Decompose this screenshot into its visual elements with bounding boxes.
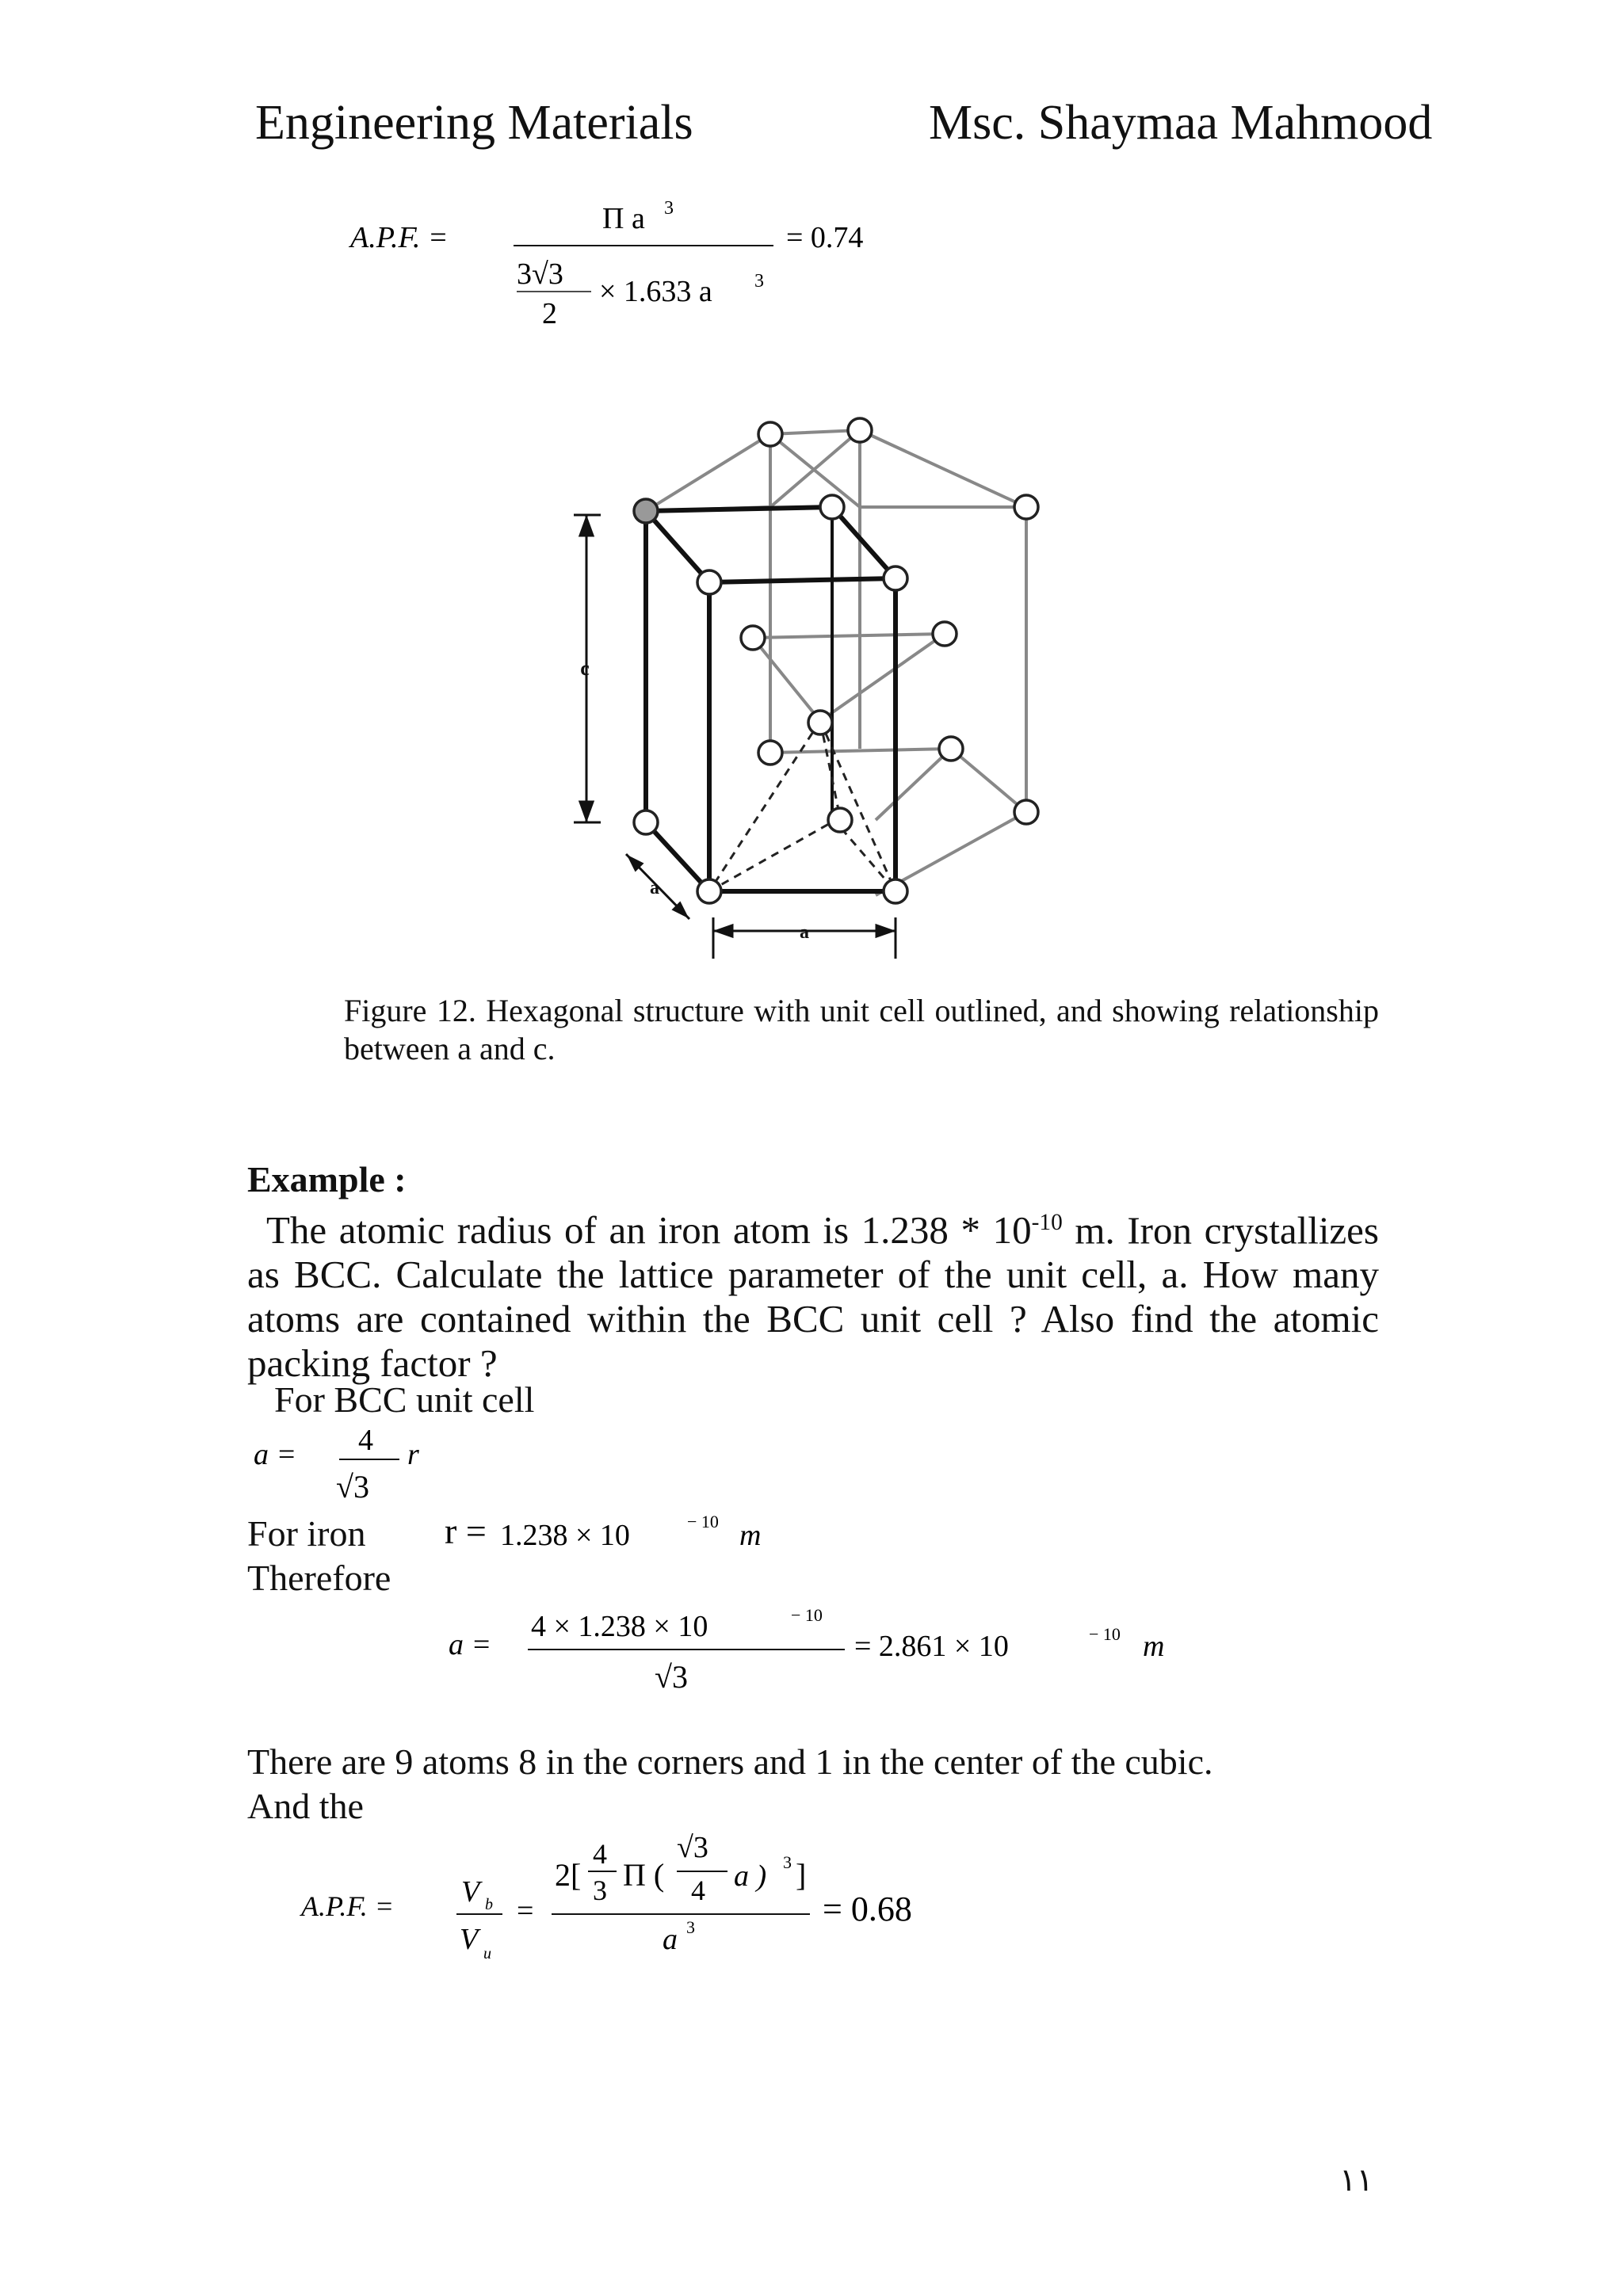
apf-num-four: 4 — [691, 1875, 705, 1906]
apf-num-a: a ) — [734, 1859, 767, 1893]
apf-den: a — [663, 1923, 678, 1956]
r-value-equation — [440, 1505, 812, 1561]
atom — [884, 566, 907, 590]
dimension-c-arrow — [580, 518, 593, 536]
apf-bcc-equation — [293, 1822, 951, 1965]
atom — [808, 711, 832, 734]
r-unit: m — [739, 1519, 762, 1552]
apf-hcp-den-coeff-den: 2 — [542, 297, 557, 330]
atom — [828, 808, 852, 832]
example-paragraph-part1: The atomic radius of an iron atom is 1.238 * 10 — [266, 1208, 1032, 1253]
middle-layer-line — [753, 638, 820, 721]
label-a-side: a — [650, 878, 659, 898]
figure-caption: Figure 12. Hexagonal structure with unit cell outlined, and showing relationship between a and c. — [344, 993, 1379, 1066]
unit-cell-bottom — [646, 822, 896, 891]
apf-eq: = — [517, 1894, 534, 1928]
apf-num-prefix: 2[ — [555, 1857, 582, 1893]
apf-hcp-den-exp: 3 — [754, 271, 764, 292]
eq-a-bcc — [247, 1418, 453, 1521]
apf-lhs: A.P.F. = — [301, 1890, 394, 1922]
bottom-edge — [770, 749, 951, 753]
eq-a-lhs: a = — [254, 1438, 297, 1471]
apf-num-exp: 3 — [783, 1852, 792, 1872]
calc-num: 4 × 1.238 × 10 — [531, 1610, 708, 1643]
header-author: Msc. Shaymaa Mahmood — [929, 96, 1433, 150]
calc-result: = 2.861 × 10 — [854, 1630, 1009, 1663]
apf-hcp-result: = 0.74 — [786, 221, 864, 254]
example-paragraph-exp: -10 — [1031, 1210, 1063, 1235]
calc-unit: m — [1143, 1630, 1165, 1663]
bottom-edge — [951, 749, 1026, 812]
atom — [697, 879, 721, 903]
apf-vu-sub: u — [483, 1945, 491, 1962]
calc-a-equation — [444, 1600, 1236, 1703]
example-heading: Example : — [247, 1159, 407, 1199]
middle-layer-line — [753, 634, 945, 638]
calc-lhs: a = — [449, 1628, 492, 1661]
dimension-a-arrow — [876, 925, 892, 936]
atom — [1014, 495, 1038, 519]
r-value: 1.238 × 10 — [500, 1519, 630, 1552]
atom — [939, 737, 963, 761]
atom — [848, 418, 872, 442]
apf-hcp-den-coeff: 3√3 — [517, 257, 563, 291]
atom-shaded — [634, 499, 658, 523]
eq-a-num: 4 — [358, 1424, 373, 1457]
r-eq: r = — [445, 1511, 487, 1551]
top-edge — [860, 430, 1026, 507]
dimension-c-arrow — [580, 802, 593, 819]
apf-vu: V — [460, 1923, 479, 1956]
apf-hcp-den-rest: × 1.633 a — [599, 275, 712, 308]
example-paragraph — [247, 1200, 1379, 1386]
atom — [758, 422, 782, 446]
bottom-edge — [876, 749, 951, 820]
apf-hcp-lhs: A.P.F. = — [350, 221, 449, 254]
header-title: Engineering Materials — [255, 96, 693, 150]
calc-num-exp: − 10 — [791, 1605, 823, 1625]
example-paragraph-part2: m. Iron crystallizes as BCC. Calculate the lattice parameter of the unit cell, a. How many atoms are contained within the BCC unit cell ? Also find the atomic packing factor ? — [247, 1208, 1379, 1386]
therefore-label: Therefore — [247, 1558, 391, 1598]
middle-layer-line — [820, 634, 945, 721]
for-iron-label: For iron — [247, 1513, 366, 1554]
apf-num-root: √3 — [677, 1831, 708, 1864]
page-number: ١١ — [1339, 2162, 1373, 2198]
hexagonal-structure-figure — [563, 412, 1078, 982]
apf-num-frac-num: 4 — [593, 1838, 607, 1870]
and-the-line: And the — [247, 1786, 364, 1826]
dimension-a-arrow — [716, 925, 732, 936]
apf-result: = 0.68 — [823, 1890, 912, 1928]
apf-hcp-numerator: Π a — [602, 202, 645, 235]
apf-num-pi: Π ( — [623, 1857, 665, 1893]
apf-num-frac-den: 3 — [593, 1875, 607, 1906]
apf-hcp-equation — [333, 190, 935, 349]
label-a-bottom: a — [800, 922, 809, 943]
eq-a-den: √3 — [336, 1469, 369, 1505]
label-c: c — [580, 657, 590, 680]
apf-hcp-num-exp: 3 — [664, 198, 674, 219]
calc-den: √3 — [655, 1659, 688, 1695]
atom — [933, 622, 957, 646]
atom — [697, 570, 721, 594]
apf-num-close: ] — [796, 1857, 807, 1893]
atoms-line: There are 9 atoms 8 in the corners and 1 in the center of the cubic. — [247, 1741, 1213, 1782]
apf-den-exp: 3 — [686, 1917, 695, 1937]
atom — [758, 741, 782, 765]
atom — [884, 879, 907, 903]
atom — [741, 626, 765, 650]
atom — [634, 810, 658, 834]
apf-vb: V — [461, 1875, 480, 1909]
dashed-line — [709, 818, 840, 891]
r-exp: − 10 — [687, 1512, 719, 1531]
apf-vb-sub: b — [485, 1896, 493, 1913]
bcc-intro: For BCC unit cell — [274, 1379, 535, 1420]
atom — [1014, 800, 1038, 824]
eq-a-r: r — [407, 1438, 419, 1471]
calc-result-exp: − 10 — [1089, 1624, 1121, 1644]
atom — [820, 495, 844, 519]
